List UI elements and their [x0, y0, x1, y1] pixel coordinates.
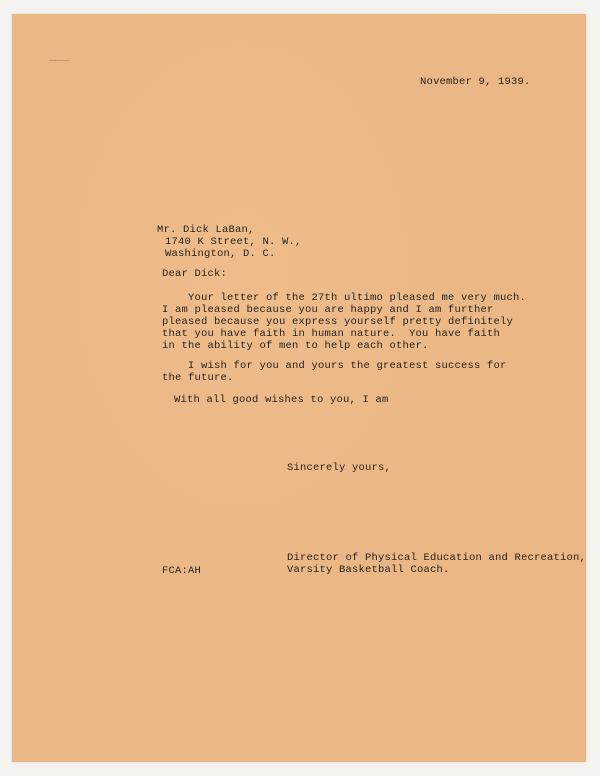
- recipient-city: Washington, D. C.: [165, 248, 276, 260]
- paper-mark: [49, 60, 69, 61]
- salutation: Dear Dick:: [162, 268, 228, 280]
- closing: Sincerely yours,: [287, 462, 392, 474]
- signature-title-line-1: Director of Physical Education and Recreation,: [287, 552, 587, 564]
- body-paragraph-3: With all good wishes to you, I am: [174, 394, 389, 406]
- signature-title-line-2: Varsity Basketball Coach.: [287, 564, 450, 576]
- letter-page: [12, 14, 586, 762]
- body-paragraph-1: Your letter of the 27th ultimo pleased me very much. I am pleased because you are happy and I am further pleased because you express yourself pretty definitely that you have faith in human nature. You have faith in the ability of men to help each other.: [162, 292, 527, 352]
- reference-initials: FCA:AH: [162, 565, 202, 577]
- letter-date: November 9, 1939.: [420, 76, 531, 88]
- body-paragraph-2: I wish for you and yours the greatest success for the future.: [162, 360, 507, 384]
- recipient-street: 1740 K Street, N. W.,: [165, 236, 302, 248]
- recipient-name: Mr. Dick LaBan,: [157, 224, 255, 236]
